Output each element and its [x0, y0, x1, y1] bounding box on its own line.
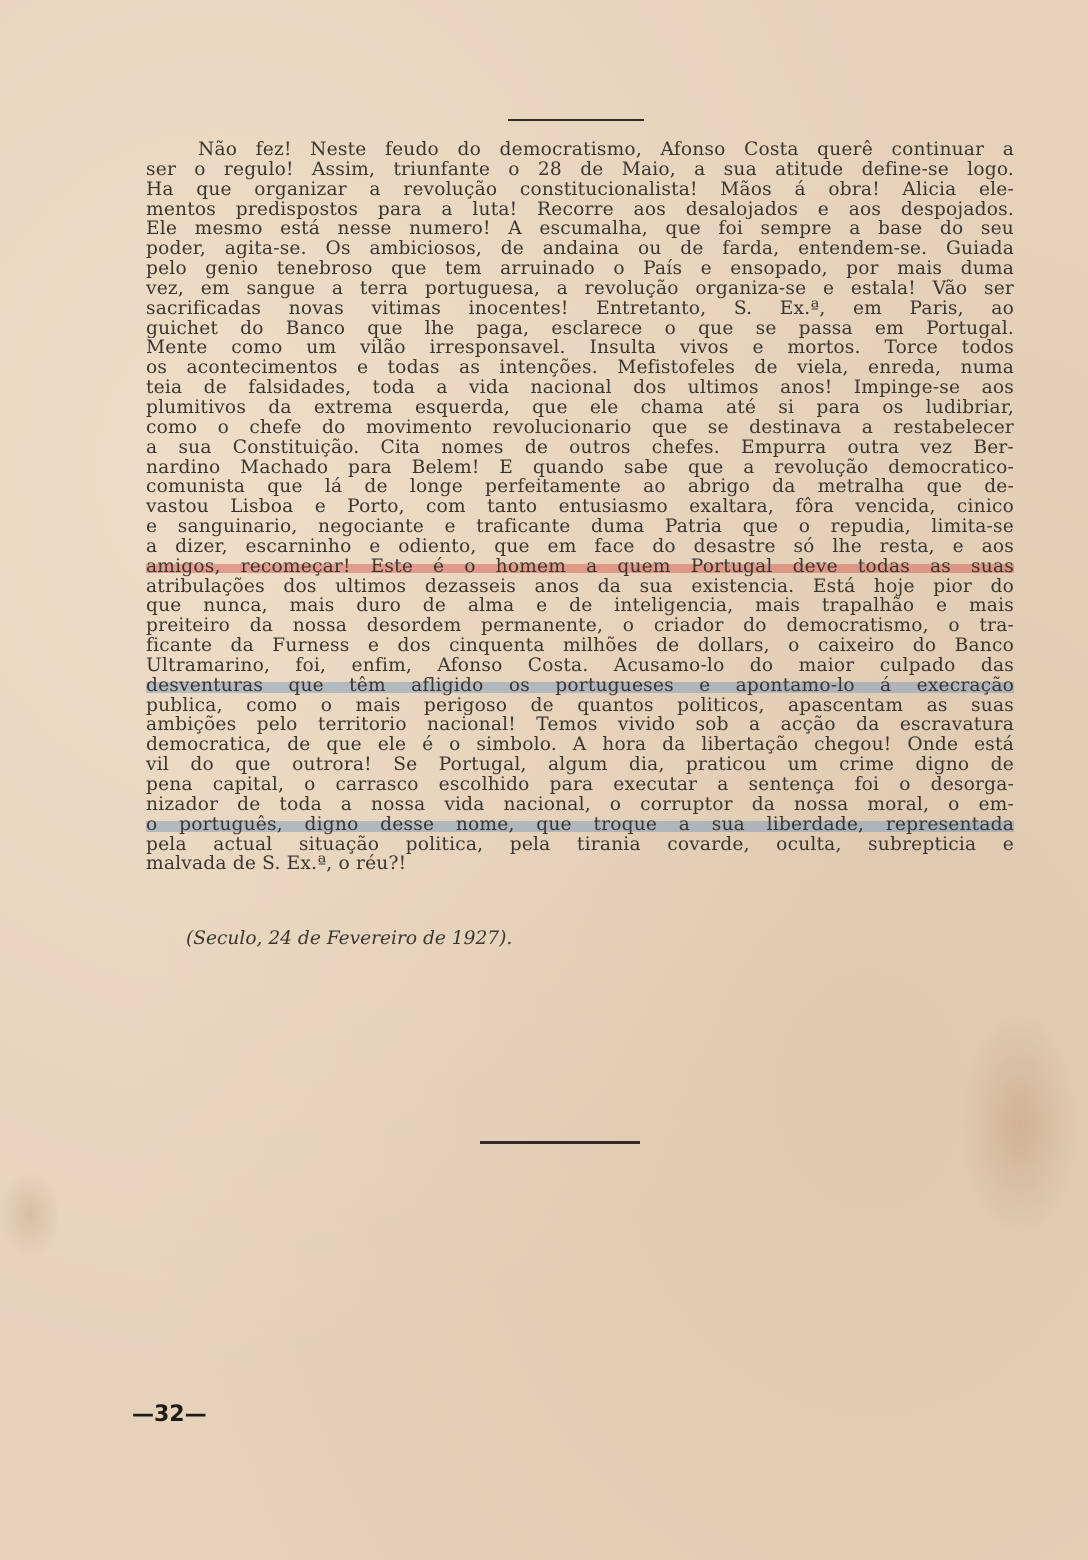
text-line: malvada de S. Ex.ª, o réu?!: [146, 854, 407, 875]
text-line: sacrificadas novas vitimas inocentes! Entretanto, S. Ex.ª, em Paris, ao: [146, 298, 1014, 319]
text-line: como o chefe do movimento revolucionario que se destinava a restabelecer: [146, 417, 1014, 438]
text-line: nizador de toda a nossa vida nacional, o corruptor da nossa moral, o em-: [146, 794, 1014, 815]
text-line: Ele mesmo está nesse numero! A escumalha, que foi sempre a base do seu: [146, 219, 1014, 240]
text-line: pelo genio tenebroso que tem arruinado o País e ensopado, por mais duma: [146, 259, 1014, 279]
text-line: vil do que outrora! Se Portugal, algum dia, praticou um crime digno de: [146, 755, 1014, 775]
section-divider: [480, 1141, 640, 1144]
text-line: nardino Machado para Belem! E quando sabe que a revolução democratico-: [146, 457, 1014, 478]
text-line-highlighted: amigos, recomeçar! Este é o homem a quem Portugal deve todas as suas: [146, 556, 1014, 577]
top-divider: [508, 119, 644, 121]
text-line: ficante da Furness e dos cinquenta milhões de dollars, o caixeiro do Banco: [146, 636, 1014, 656]
paper-stain: [0, 1170, 60, 1260]
text-line: ser o regulo! Assim, triunfante o 28 de Maio, a sua atitude define-se logo.: [146, 159, 1014, 180]
article-body: [146, 140, 1014, 874]
text-line: ambições pelo territorio nacional! Temos vivido sob a acção da escravatura: [146, 715, 1014, 736]
text-line-highlighted: o português, digno desse nome, que troque a sua liberdade, representada: [146, 814, 1014, 835]
text-line: atribulações dos ultimos dezasseis anos da sua existencia. Está hoje pior do: [146, 576, 1014, 597]
page-number: —32—: [132, 1402, 207, 1427]
text-line-highlighted: desventuras que têm afligido os portugueses e apontamo-lo á execração: [146, 675, 1014, 696]
text-line: vez, em sangue a terra portuguesa, a revolução organiza-se e estala! Vão ser: [146, 278, 1014, 299]
text-line: Ha que organizar a revolução constitucionalista! Mãos á obra! Alicia ele-: [146, 179, 1014, 200]
source-citation: (Seculo, 24 de Fevereiro de 1927).: [186, 928, 513, 949]
text-line: a sua Constituição. Cita nomes de outros chefes. Empurra outra vez Ber-: [146, 437, 1014, 458]
text-line: Mente como um vilão irresponsavel. Insulta vivos e mortos. Torce todos: [146, 338, 1014, 359]
text-line: pela actual situação politica, pela tirania covarde, oculta, subrepticia e: [146, 834, 1014, 855]
text-line: pena capital, o carrasco escolhido para executar a sentença foi o desorga-: [146, 775, 1014, 795]
text-line: Ultramarino, foi, enfim, Afonso Costa. Acusamo-lo do maior culpado das: [146, 655, 1014, 676]
text-line: preiteiro da nossa desordem permanente, o criador do democratismo, o tra-: [146, 616, 1014, 637]
text-line: vastou Lisboa e Porto, com tanto entusiasmo exaltara, fôra vencida, cinico: [146, 497, 1014, 518]
text-line: comunista que lá de longe perfeitamente ao abrigo da metralha que de-: [146, 477, 1014, 498]
text-line: democratica, de que ele é o simbolo. A hora da libertação chegou! Onde está: [146, 735, 1014, 756]
text-line: e sanguinario, negociante e traficante duma Patria que o repudia, limita-se: [146, 517, 1014, 537]
text-line: que nunca, mais duro de alma e de inteligencia, mais trapalhão e mais: [146, 596, 1014, 617]
text-line: Não fez! Neste feudo do democratismo, Afonso Costa querê continuar a: [198, 140, 1014, 160]
text-line: plumitivos da extrema esquerda, que ele chama até si para os ludibriar,: [146, 397, 1014, 418]
text-line: guichet do Banco que lhe paga, esclarece o que se passa em Portugal.: [146, 318, 1014, 339]
text-line: a dizer, escarninho e odiento, que em face do desastre só lhe resta, e aos: [146, 536, 1014, 557]
text-line: mentos predispostos para a luta! Recorre aos desalojados e aos despojados.: [146, 199, 1014, 220]
text-line: publica, como o mais perigoso de quantos politicos, apascentam as suas: [146, 695, 1014, 716]
paper-stain: [960, 1010, 1080, 1240]
article-paragraph: [146, 140, 1014, 874]
text-line: teia de falsidades, toda a vida nacional dos ultimos anos! Impinge-se aos: [146, 378, 1014, 398]
text-line: poder, agita-se. Os ambiciosos, de andaina ou de farda, entendem-se. Guiada: [146, 239, 1014, 260]
text-line: os acontecimentos e todas as intenções. Mefistofeles de viela, enreda, numa: [146, 358, 1014, 379]
